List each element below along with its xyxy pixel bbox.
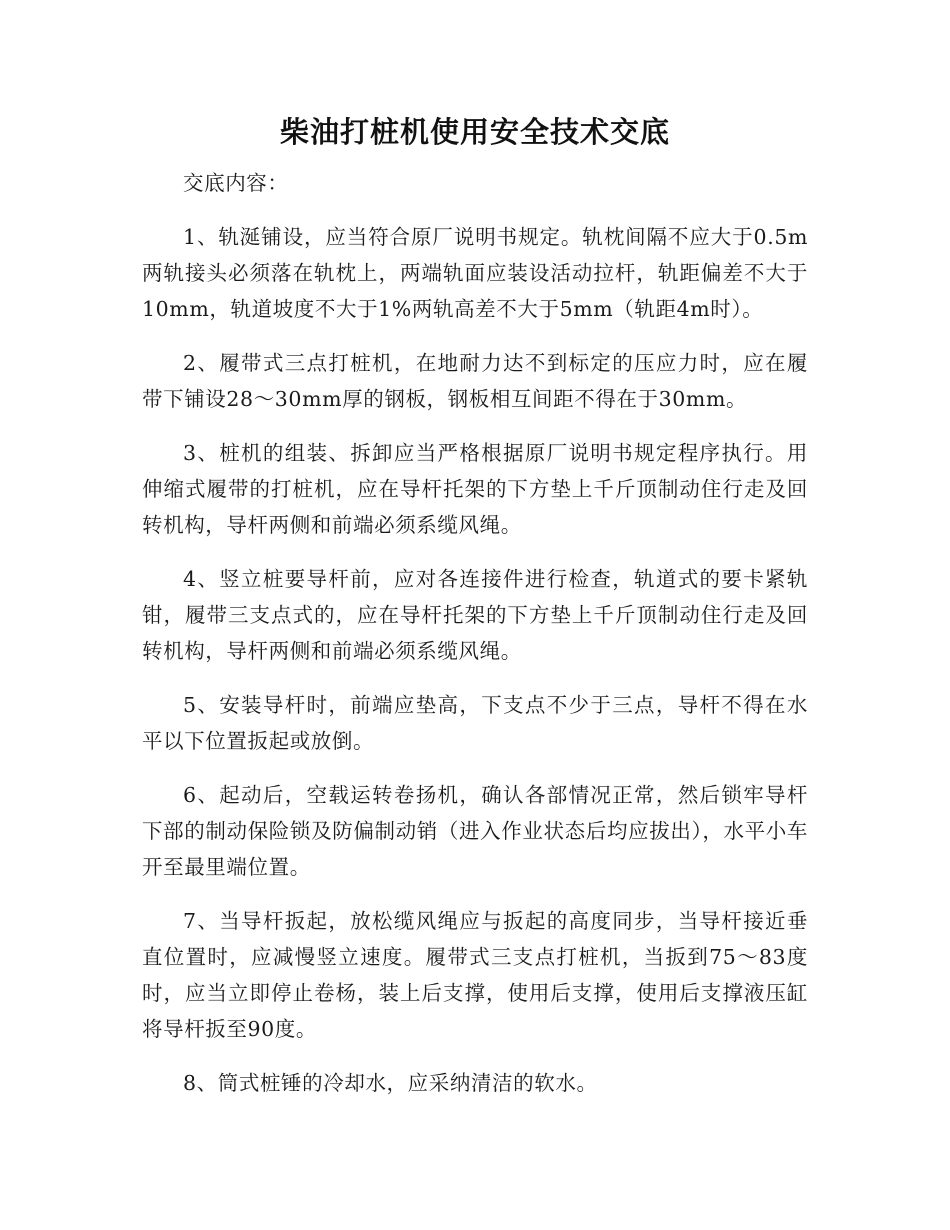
paragraph-6: 6、起动后，空载运转卷扬机，确认各部情况正常，然后锁牢导杆下部的制动保险锁及防偏制动销（进入作业状态后均应拔出），水平小车开至最里端位置。 (142, 783, 808, 879)
document-body (142, 165, 808, 1119)
paragraph-8: 8、筒式桩锤的冷却水，应采纳清洁的软水。 (183, 1071, 598, 1095)
paragraph-5: 5、安装导杆时，前端应垫高，下支点不少于三点，导杆不得在水平以下位置扳起或放倒。 (142, 693, 808, 753)
paragraph-7: 7、当导杆扳起，放松缆风绳应与扳起的高度同步，当导杆接近垂直位置时，应减慢竖立速度。履带式三支点打桩机，当扳到75～83度时，应当立即停止卷杨，装上后支撑，使用后支撑，使用后支撑液压缸将导杆扳至90度。 (142, 909, 808, 1041)
document-title: 柴油打桩机使用安全技术交底 (279, 115, 670, 149)
paragraph-1: 1、轨涎铺设，应当符合原厂说明书规定。轨枕间隔不应大于0.5m两轨接头必须落在轨枕上，两端轨面应装设活动拉杆，轨距偏差不大于10mm，轨道坡度不大于1%两轨高差不大于5mm（轨距4m时）。 (142, 225, 808, 321)
intro-label: 交底内容： (183, 171, 289, 195)
paragraph-4: 4、竖立桩要导杆前，应对各连接件进行检查，轨道式的要卡紧轨钳，履带三支点式的，应在导杆托架的下方垫上千斤顶制动住行走及回转机构，导杆两侧和前端必须系缆风绳。 (142, 567, 808, 663)
paragraph-3: 3、桩机的组装、拆卸应当严格根据原厂说明书规定程序执行。用伸缩式履带的打桩机，应在导杆托架的下方垫上千斤顶制动住行走及回转机构，导杆两侧和前端必须系缆风绳。 (142, 441, 808, 537)
paragraph-2: 2、履带式三点打桩机，在地耐力达不到标定的压应力时，应在履带下铺设28～30mm厚的钢板，钢板相互间距不得在于30mm。 (142, 351, 808, 411)
